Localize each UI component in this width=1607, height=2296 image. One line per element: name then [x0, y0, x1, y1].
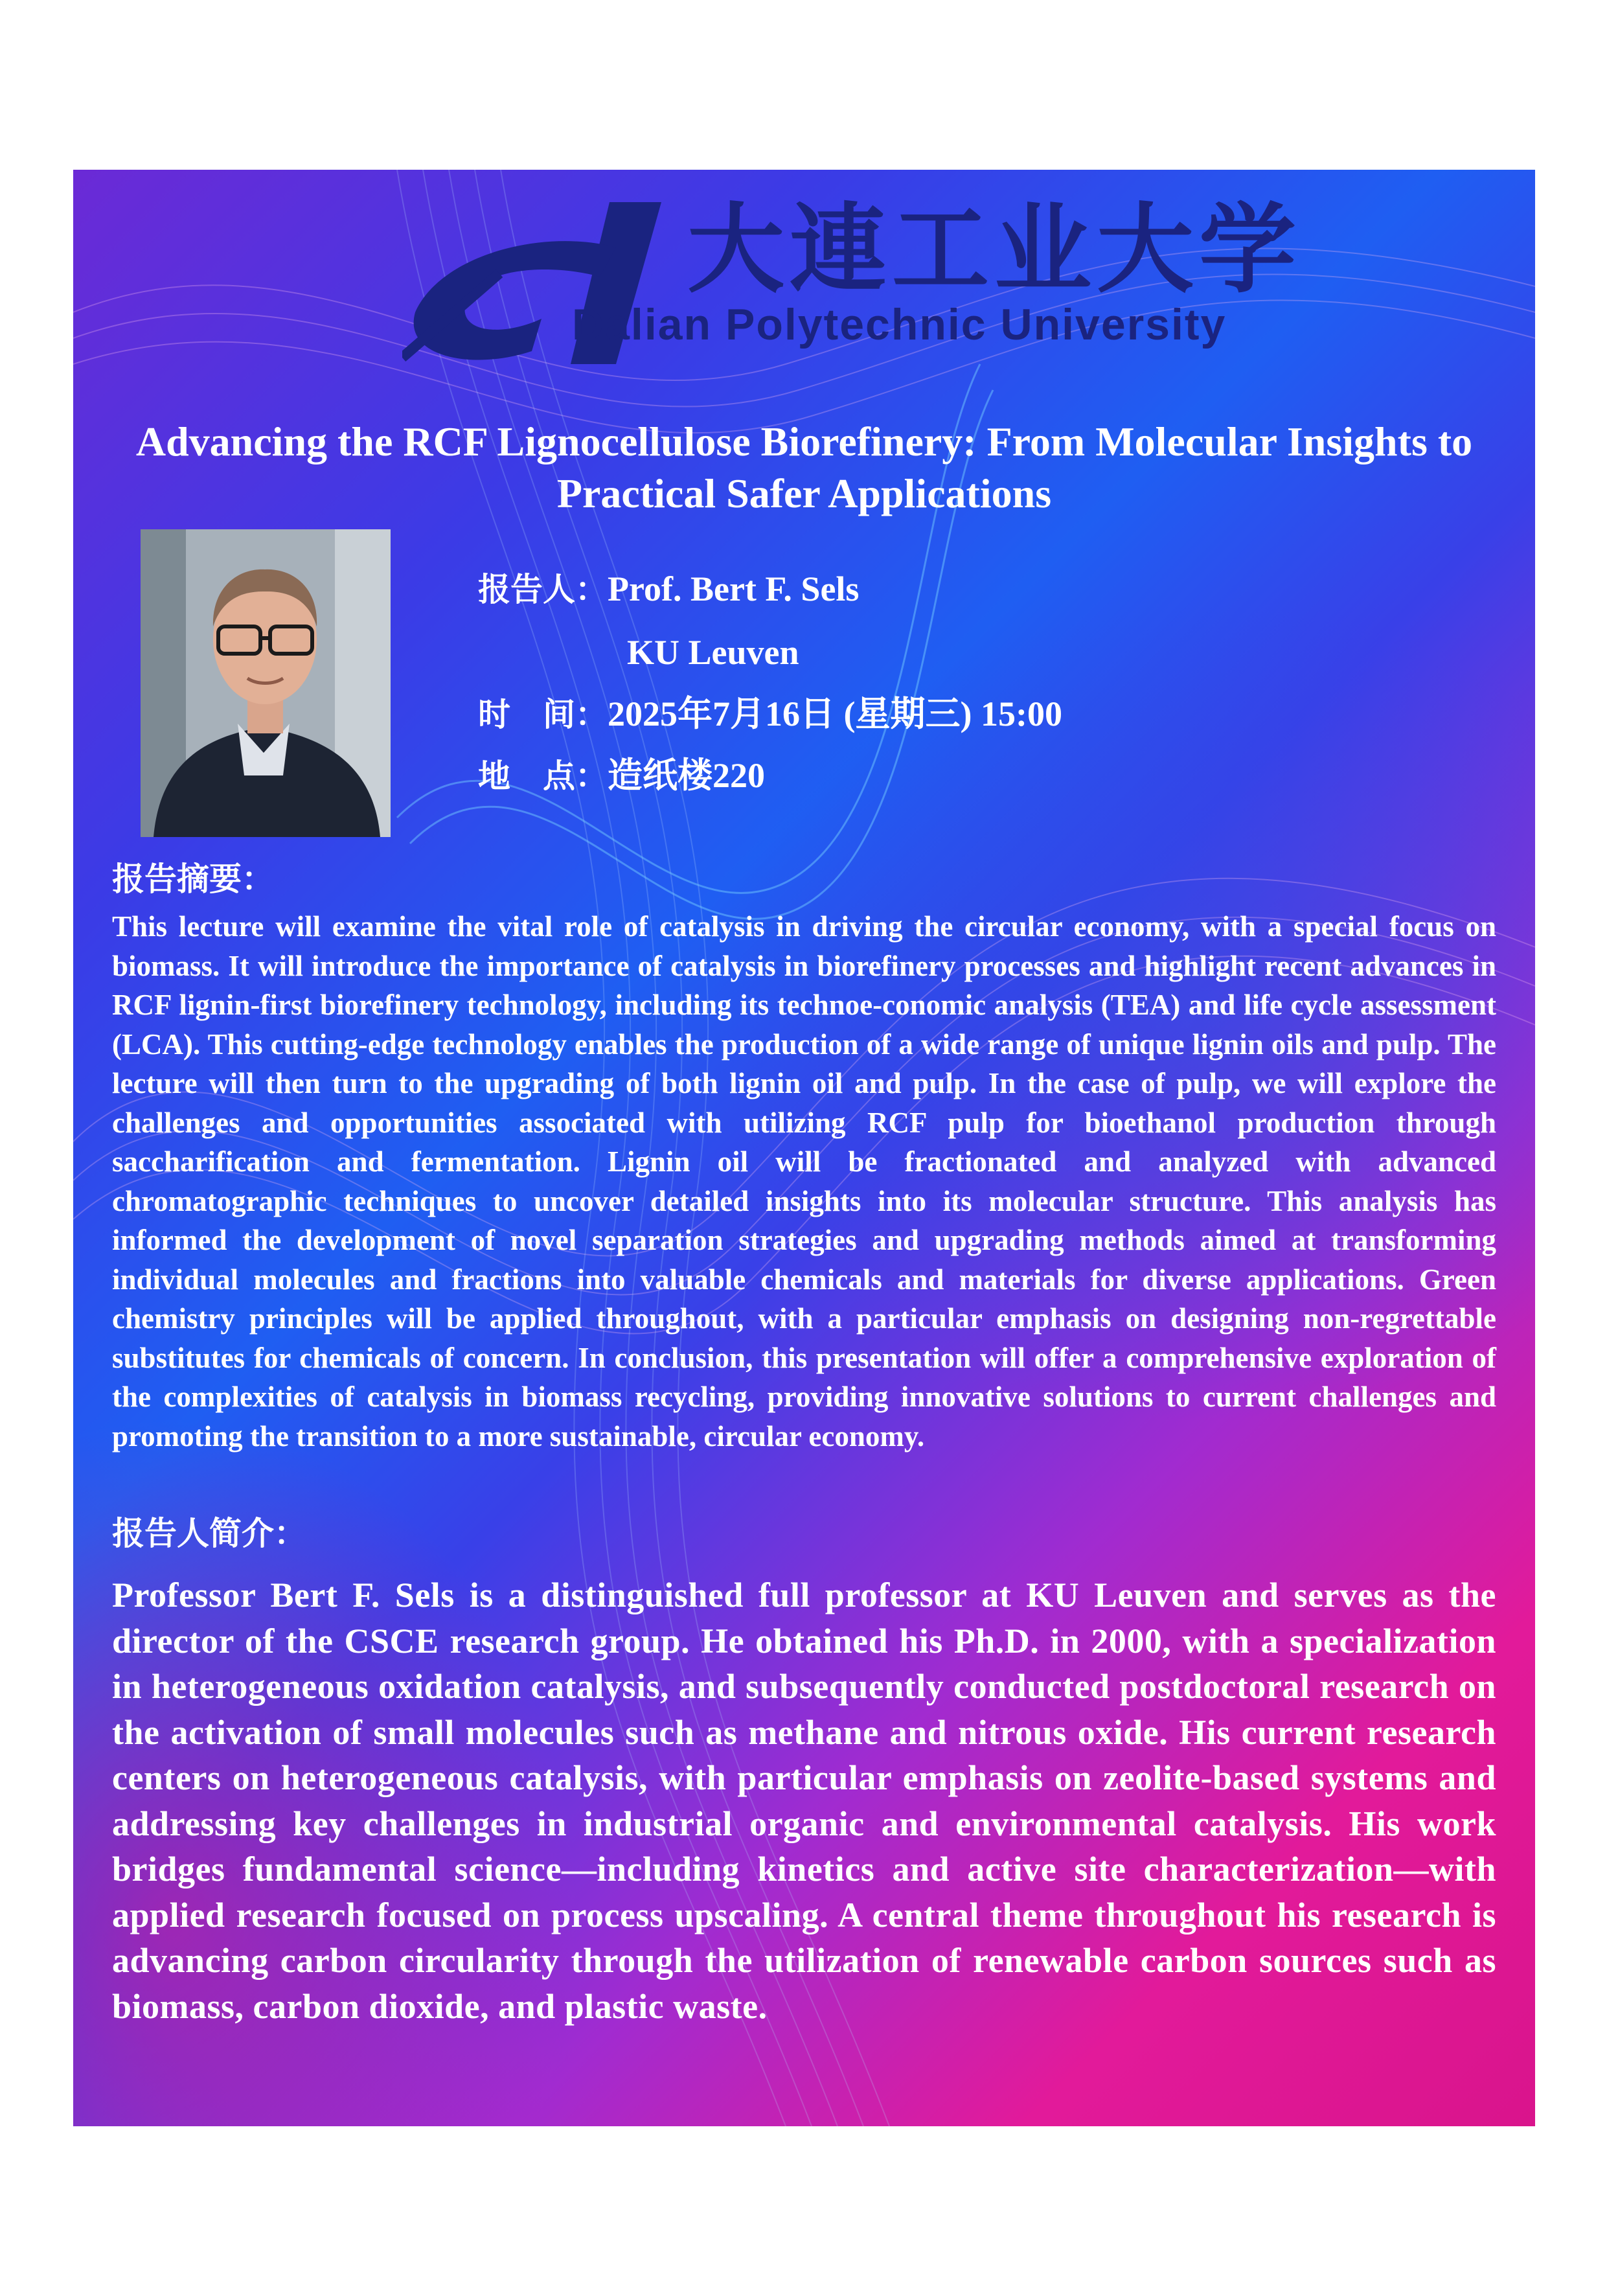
lecture-title: Advancing the RCF Lignocellulose Biorefinery: From Molecular Insights to Practical Safer Applications — [135, 419, 1473, 516]
bio-heading: 报告人简介： — [112, 1515, 306, 1552]
speaker-name: Prof. Bert F. Sels — [608, 569, 860, 608]
time-row — [478, 696, 1062, 731]
speaker-affiliation: KU Leuven — [627, 633, 799, 672]
time-label: 时 间： — [478, 696, 608, 733]
time-value: 2025年7月16日 (星期三) 15:00 — [608, 695, 1062, 733]
speaker-photo — [141, 529, 391, 837]
poster — [73, 170, 1535, 2126]
bio-text: Professor Bert F. Sels is a distinguished full professor at KU Leuven and serves as the director of the CSCE research group. He obtained his Ph.D. in 2000, with a specialization in heterogeneous oxidation catalysis, and subsequently conducted postdoctoral research on the activation of small molecules such as methane and nitrous oxide. His current research centers on heterogeneous catalysis, with particular emphasis on zeolite-based systems and addressing key challenges in industrial organic and environmental catalysis. His work bridges fundamental science—including kinetics and active site characterization—with applied research focused on process upscaling. A central theme throughout his research is advancing carbon circularity through the utilization of renewable carbon sources such as biomass, carbon dioxide, and plastic waste. — [112, 1576, 1496, 2026]
place-row — [478, 758, 765, 793]
abstract-heading: 报告摘要： — [112, 860, 274, 898]
abstract-text: This lecture will examine the vital role of catalysis in driving the circular economy, with a special focus on biomass. It will introduce the importance of catalysis in biorefinery processes and highlight recent advances in RCF lignin-first biorefinery technology, including its technoe-conomic analysis (TEA) and life cycle assessment (LCA). This cutting-edge technology enables the production of a wide range of unique lignin oils and pulp. The lecture will then turn to the upgrading of both lignin oil and pulp. In the case of pulp, we will explore the challenges and opportunities associated with utilizing RCF pulp for bioethanol production through saccharification and fermentation. Lignin oil will be fractionated and analyzed with advanced chromatographic techniques to uncover detailed insights into its molecular structure. This analysis has informed the development of novel separation strategies and upgrading methods aimed at transforming individual molecules and fractions into valuable chemicals and materials for diverse applications. Green chemistry principles will be applied throughout, with a particular emphasis on designing non-regrettable substitutes for chemicals of concern. In conclusion, this presentation will offer a comprehensive exploration of the complexities of catalysis in biomass recycling, providing innovative solutions to current challenges and promoting the transition to a more sustainable, circular economy. — [112, 910, 1496, 1452]
place-label: 地 点： — [478, 757, 608, 795]
speaker-row — [478, 571, 859, 606]
speaker-label: 报告人： — [478, 571, 608, 608]
university-name-chinese: 大連工业大学 — [687, 192, 1302, 306]
university-name-english: Dalian Polytechnic University — [572, 300, 1227, 349]
speaker-portrait-illustration — [141, 529, 391, 837]
place-value: 造纸楼220 — [608, 756, 765, 795]
